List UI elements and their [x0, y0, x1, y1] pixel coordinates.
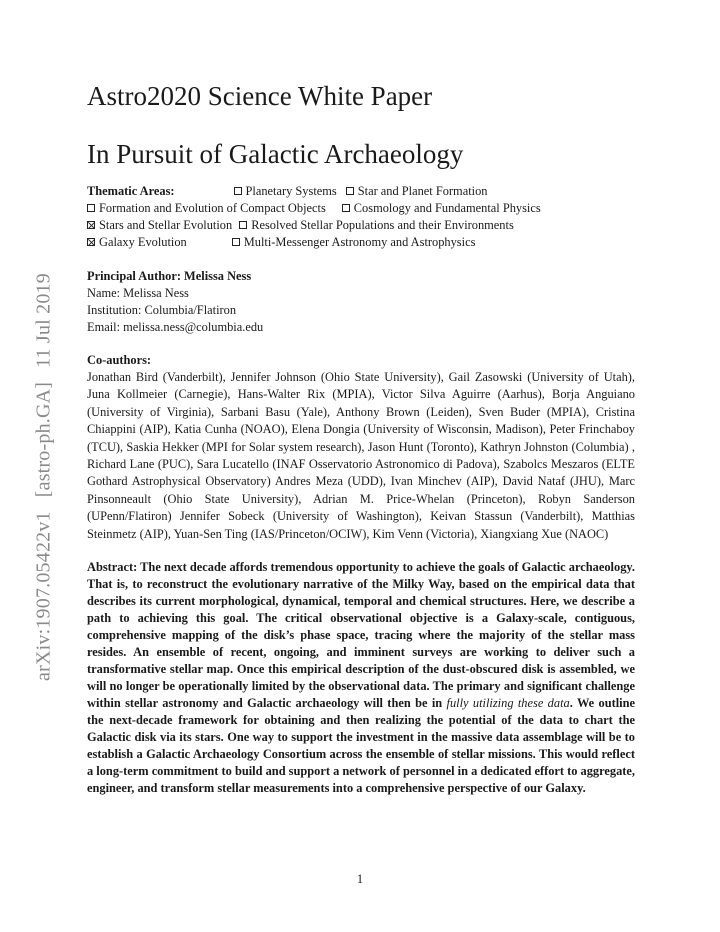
checkbox-checked-icon [87, 238, 95, 246]
theme-multi-messenger: Multi-Messenger Astronomy and Astrophysics [232, 235, 476, 249]
arxiv-category: [astro-ph.GA] [32, 381, 55, 498]
checkbox-empty-icon [342, 204, 350, 212]
thematic-areas-label: Thematic Areas: [87, 184, 175, 198]
coauthors-heading: Co-authors: [87, 353, 152, 367]
abstract-text-1: Abstract: The next decade affords tremendous opportunity to achieve the goals of Galactic archaeology. That is, to reconstruct the evolutionary narrative of the Milky Way, based on the empirical data that describes its current morphological, dynamical, temporal and chemical structures. Here, we describe a path to achieving this goal. The critical observational objective is a Galaxy-scale, contiguous, comprehensive mapping of the disk’s phase space, tracing where the majority of the stellar mass resides. An ensemble of recent, ongoing, and imminent surveys are working to deliver such a transformative stellar map. Once this empirical description of the dust-obscured disk is assembled, we will no longer be operationally limited by the observational data. The primary and significant challenge within stellar astronomy and Galactic archaeology will then be in [87, 560, 635, 711]
series-heading: Astro2020 Science White Paper [87, 81, 433, 111]
checkbox-empty-icon [87, 204, 95, 212]
thematic-areas [87, 183, 635, 251]
page-number: 1 [356, 872, 364, 886]
theme-planetary-systems: Planetary Systems [234, 184, 337, 198]
arxiv-id: arXiv:1907.05422v1 [32, 511, 55, 681]
theme-resolved-populations: Resolved Stellar Populations and their Environments [239, 218, 514, 232]
abstract-emphasis: fully utilizing these data [446, 696, 570, 711]
paper-title: In Pursuit of Galactic Archaeology [87, 139, 464, 169]
checkbox-checked-icon [87, 221, 95, 229]
abstract [87, 559, 635, 797]
author-institution: Institution: Columbia/Flatiron [87, 303, 237, 317]
coauthors-section [87, 352, 635, 543]
arxiv-date: 11 Jul 2019 [32, 273, 55, 368]
theme-stellar-evolution: Stars and Stellar Evolution [87, 218, 232, 232]
checkbox-empty-icon [232, 238, 240, 246]
author-email: Email: melissa.ness@columbia.edu [87, 320, 264, 334]
principal-author-heading: Principal Author: Melissa Ness [87, 269, 252, 283]
theme-compact-objects: Formation and Evolution of Compact Objects [87, 201, 326, 215]
author-name: Name: Melissa Ness [87, 286, 189, 300]
coauthors-list: Jonathan Bird (Vanderbilt), Jennifer Johnson (Ohio State University), Gail Zasowski (University of Utah), Juna Kollmeier (Carnegie), Hans-Walter Rix (MPIA), Victor Silva Aguirre (Aarhus), Borja Anguiano (University of Virginia), Sarbani Basu (Yale), Anthony Brown (Leiden), Sven Buder (MPIA), Cristina Chiappini (AIP), Katia Cunha (NOAO), Elena Dongia (University of Wisconsin, Madison), Peter Frinchaboy (TCU), Saskia Hekker (MPI for Solar system research), Jason Hunt (Toronto), Kathryn Johnston (Columbia) , Richard Lane (PUC), Sara Lucatello (INAF Osservatorio Astronomico di Padova), Szabolcs Meszaros (ELTE Gothard Astrophysical Observatory) Andres Meza (UDD), Ivan Minchev (AIP), David Nataf (JHU), Marc Pinsonneault (Ohio State University), Adrian M. Price-Whelan (Princeton), Robyn Sanderson (UPenn/Flatiron) Jennifer Sobeck (University of Washington), Keivan Stassun (Vanderbilt), Matthias Steinmetz (AIP), Yuan-Sen Ting (IAS/Princeton/OCIW), Kim Venn (Victoria), Xiangxiang Xue (NAOC) [87, 370, 635, 541]
principal-author [87, 268, 635, 336]
theme-cosmology: Cosmology and Fundamental Physics [342, 201, 541, 215]
checkbox-empty-icon [239, 221, 247, 229]
checkbox-empty-icon [346, 187, 354, 195]
abstract-text-2: . We outline the next-decade framework for obtaining and then realizing the potential of the data to chart the Galactic disk via its stars. One way to support the investment in the massive data assemblage will be to establish a Galactic Archaeology Consortium across the ensemble of stellar missions. This would reflect a long-term commitment to build and support a network of personnel in a dedicated effort to aggregate, engineer, and transform stellar measurements into a comprehensive perspective of our Galaxy. [87, 696, 636, 796]
checkbox-empty-icon [234, 187, 242, 195]
paper-page [87, 80, 635, 797]
theme-galaxy-evolution: Galaxy Evolution [87, 235, 187, 249]
theme-star-planet-formation: Star and Planet Formation [346, 184, 488, 198]
arxiv-stamp [33, 259, 56, 681]
